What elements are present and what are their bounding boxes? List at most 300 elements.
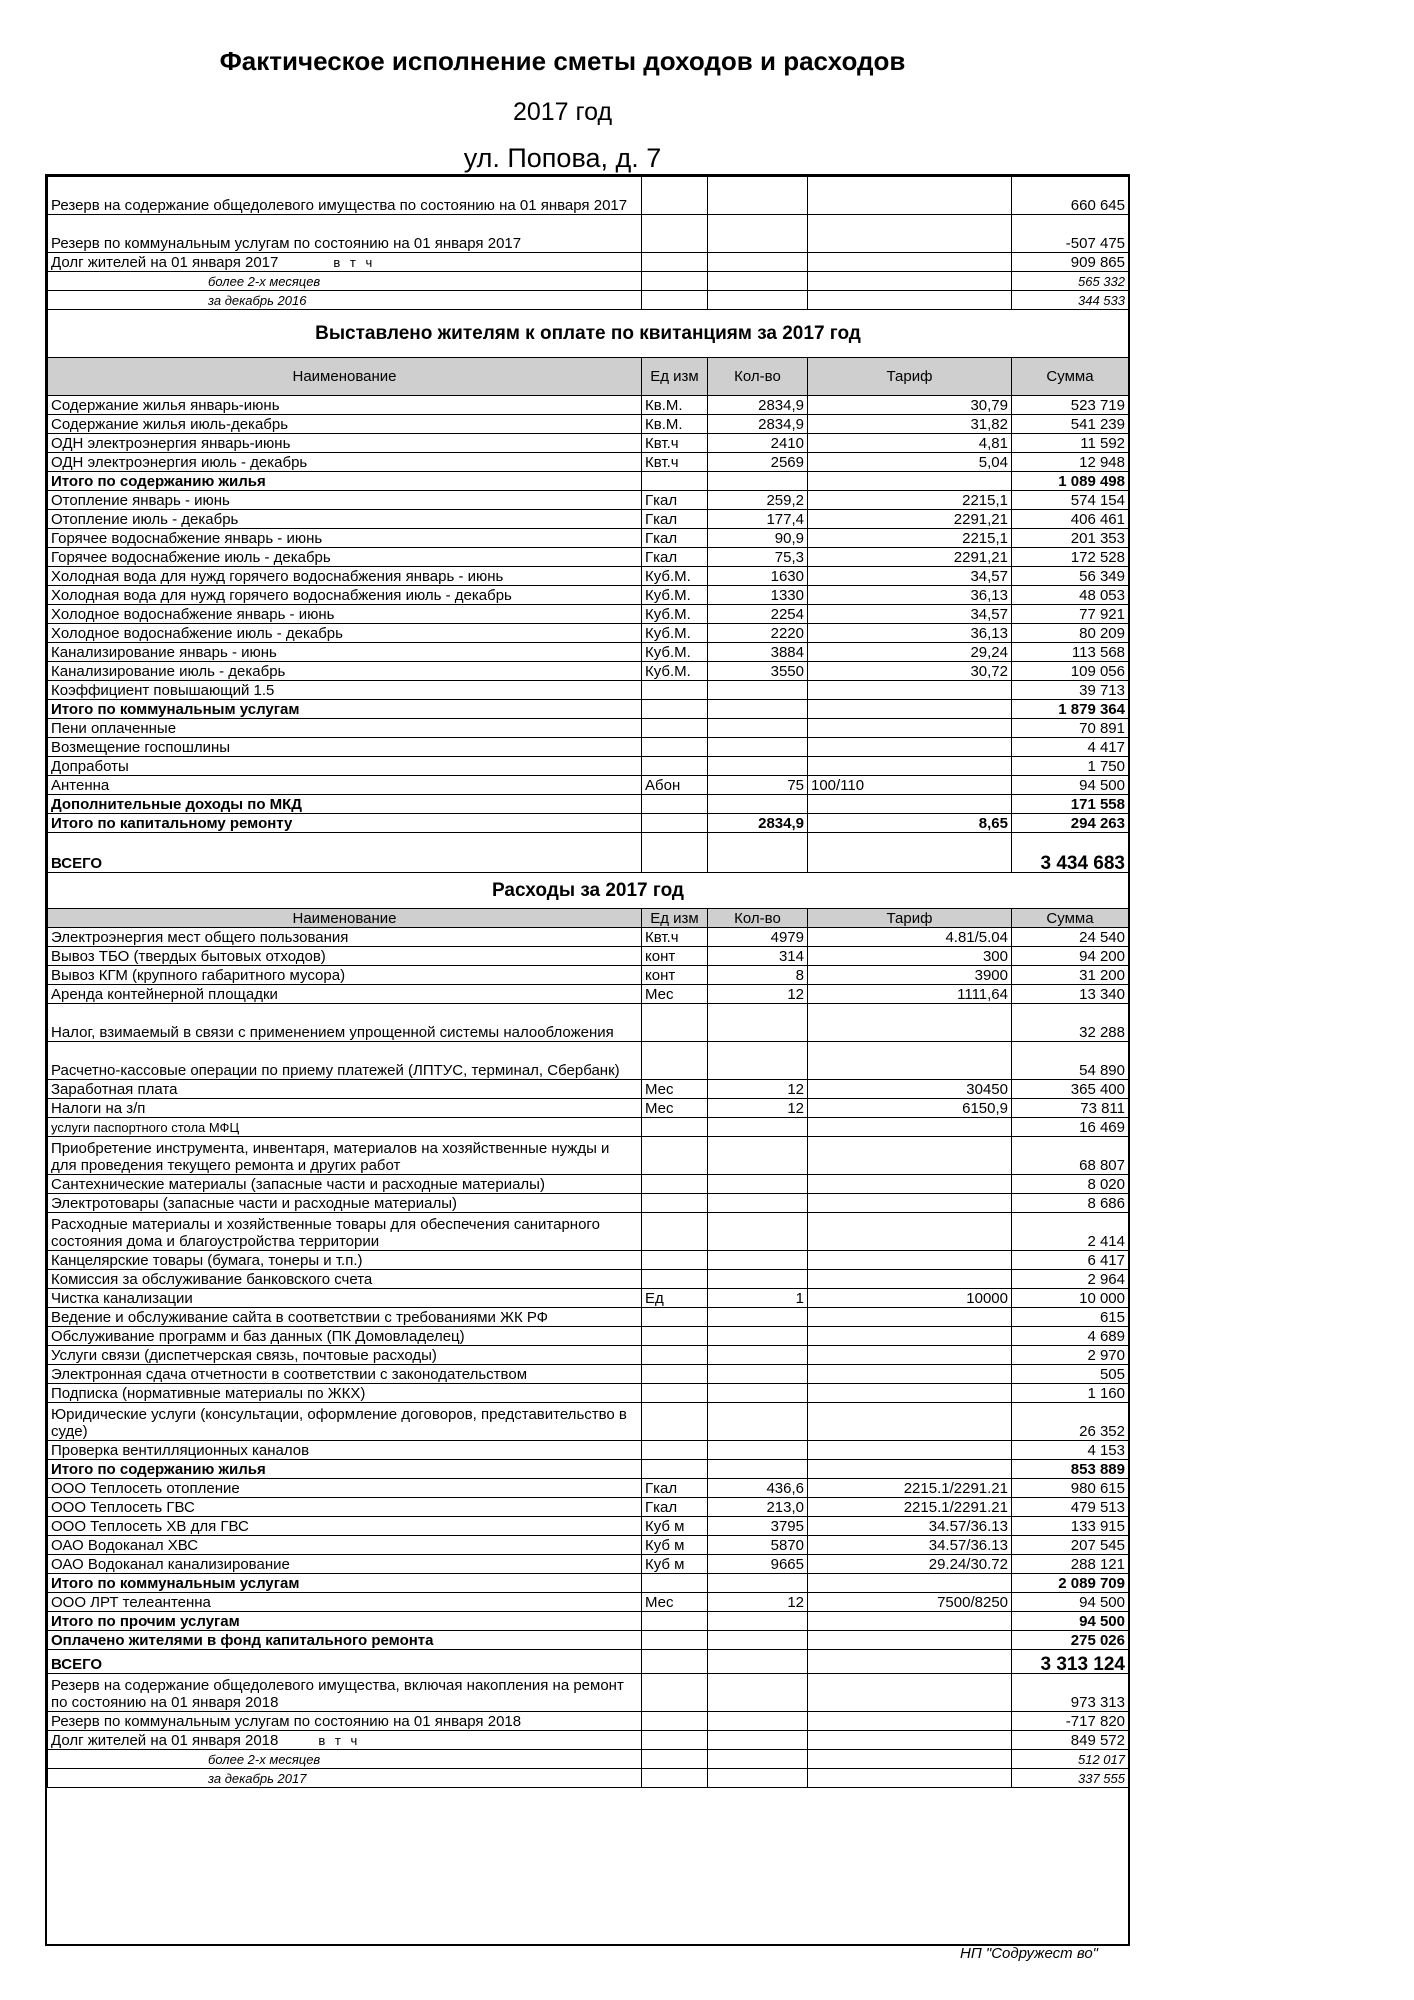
billed-row-name: Пени оплаченные — [48, 719, 642, 738]
expense-row-name: Подписка (нормативные материалы по ЖКХ) — [48, 1384, 642, 1403]
billed-row-qty: 2834,9 — [708, 814, 808, 833]
report-year: 2017 год — [512, 98, 613, 126]
billed-row-tariff — [808, 681, 1012, 700]
expense-row-tariff — [808, 1251, 1012, 1270]
billed-row-sum: 39 713 — [1012, 681, 1129, 700]
expense-row — [48, 985, 1129, 1004]
empty-cell — [642, 833, 708, 873]
expense-row-qty — [708, 1194, 808, 1213]
expense-row-tariff: 34.57/36.13 — [808, 1536, 1012, 1555]
billed-row-qty: 2254 — [708, 605, 808, 624]
expenses-total-sum: 3 313 124 — [1012, 1650, 1129, 1674]
opening-row — [48, 253, 1129, 272]
billed-row-qty — [708, 795, 808, 814]
billed-row-name: Канализирование июль - декабрь — [48, 662, 642, 681]
expense-row-sum: 24 540 — [1012, 928, 1129, 947]
expense-row-qty: 5870 — [708, 1536, 808, 1555]
expense-row-tariff — [808, 1175, 1012, 1194]
expense-row-name: Канцелярские товары (бумага, тонеры и т.п.) — [48, 1251, 642, 1270]
expense-row — [48, 1365, 1129, 1384]
expense-row-sum: 365 400 — [1012, 1080, 1129, 1099]
closing-row — [48, 1712, 1129, 1731]
empty-cell — [708, 253, 808, 272]
closing-sum: 849 572 — [1012, 1731, 1129, 1750]
billed-row-sum: 70 891 — [1012, 719, 1129, 738]
empty-cell — [808, 215, 1012, 253]
billed-row-unit: Куб.М. — [642, 662, 708, 681]
billed-row-sum: 1 879 364 — [1012, 700, 1129, 719]
expense-row-name: Вывоз ТБО (твердых бытовых отходов) — [48, 947, 642, 966]
billed-row — [48, 510, 1129, 529]
expense-row — [48, 1536, 1129, 1555]
empty-cell — [708, 1731, 808, 1750]
billed-row-qty: 1330 — [708, 586, 808, 605]
column-header-name: Наименование — [48, 358, 642, 396]
expense-row-qty — [708, 1118, 808, 1137]
expense-row-name: Электронная сдача отчетности в соответствии с законодательством — [48, 1365, 642, 1384]
opening-sum: 344 533 — [1012, 291, 1129, 310]
expense-row-tariff: 1111,64 — [808, 985, 1012, 1004]
billed-row-sum: 56 349 — [1012, 567, 1129, 586]
expense-row-qty: 3795 — [708, 1517, 808, 1536]
estimate-table — [47, 176, 1129, 1788]
opening-row — [48, 291, 1129, 310]
expense-row-sum: 133 915 — [1012, 1517, 1129, 1536]
empty-cell — [642, 1750, 708, 1769]
expenses-total-row — [48, 1650, 1129, 1674]
expense-row-tariff — [808, 1441, 1012, 1460]
expense-row — [48, 1327, 1129, 1346]
expense-row — [48, 928, 1129, 947]
column-header-unit: Ед изм — [642, 909, 708, 928]
opening-row — [48, 177, 1129, 215]
closing-sum: -717 820 — [1012, 1712, 1129, 1731]
billed-row-tariff: 34,57 — [808, 605, 1012, 624]
expense-row-name: Ведение и обслуживание сайта в соответствии с требованиями ЖК РФ — [48, 1308, 642, 1327]
expense-row-sum: 54 890 — [1012, 1042, 1129, 1080]
expense-row — [48, 1498, 1129, 1517]
billed-row-qty: 3550 — [708, 662, 808, 681]
billed-row-tariff: 100/110 — [808, 776, 1012, 795]
opening-note: в т ч — [333, 255, 376, 270]
billed-row — [48, 757, 1129, 776]
billed-total-label: ВСЕГО — [48, 833, 642, 873]
expense-row-unit — [642, 1612, 708, 1631]
empty-cell — [808, 1750, 1012, 1769]
expense-row-sum: 4 689 — [1012, 1327, 1129, 1346]
billed-row-sum: 94 500 — [1012, 776, 1129, 795]
billed-row-name: Холодная вода для нужд горячего водоснабжения январь - июнь — [48, 567, 642, 586]
billed-row-qty: 1630 — [708, 567, 808, 586]
expense-row-sum: 1 160 — [1012, 1384, 1129, 1403]
opening-sum: 565 332 — [1012, 272, 1129, 291]
billed-row-tariff: 2291,21 — [808, 548, 1012, 567]
billed-row-name: Возмещение госпошлины — [48, 738, 642, 757]
opening-label: Резерв на содержание общедолевого имущества по состоянию на 01 января 2017 — [48, 177, 642, 215]
billed-row-tariff: 2215,1 — [808, 491, 1012, 510]
billed-row-unit — [642, 814, 708, 833]
billed-row-name: ОДН электроэнергия январь-июнь — [48, 434, 642, 453]
billed-row-qty — [708, 738, 808, 757]
expense-row-qty — [708, 1004, 808, 1042]
expense-row-unit: Мес — [642, 1080, 708, 1099]
expense-row — [48, 1137, 1129, 1175]
expense-row-unit — [642, 1270, 708, 1289]
expense-row-name: Аренда контейнерной площадки — [48, 985, 642, 1004]
empty-cell — [708, 291, 808, 310]
report-address: ул. Попова, д. 7 — [463, 143, 662, 173]
billed-row-name: Канализирование январь - июнь — [48, 643, 642, 662]
expense-row-unit — [642, 1004, 708, 1042]
empty-cell — [808, 1731, 1012, 1750]
expense-row-tariff — [808, 1270, 1012, 1289]
expense-row-tariff: 10000 — [808, 1289, 1012, 1308]
expense-row-sum: 4 153 — [1012, 1441, 1129, 1460]
empty-cell — [708, 1674, 808, 1712]
billed-row-tariff: 4,81 — [808, 434, 1012, 453]
expense-row-name: Обслуживание программ и баз данных (ПК Домовладелец) — [48, 1327, 642, 1346]
billed-row-qty: 2834,9 — [708, 396, 808, 415]
expense-row-sum: 2 089 709 — [1012, 1574, 1129, 1593]
expense-row-qty — [708, 1042, 808, 1080]
expense-row-qty — [708, 1308, 808, 1327]
expense-row-tariff: 3900 — [808, 966, 1012, 985]
expense-row-unit: Ед — [642, 1289, 708, 1308]
billed-row-name: Дополнительные доходы по МКД — [48, 795, 642, 814]
expense-row-name: ООО Теплосеть ХВ для ГВС — [48, 1517, 642, 1536]
column-header-qty: Кол-во — [708, 358, 808, 396]
expense-row-sum: 94 200 — [1012, 947, 1129, 966]
expense-row-tariff: 4.81/5.04 — [808, 928, 1012, 947]
expense-row-unit — [642, 1460, 708, 1479]
billed-row-tariff — [808, 700, 1012, 719]
billed-row — [48, 396, 1129, 415]
empty-cell — [808, 1769, 1012, 1788]
expense-row — [48, 1080, 1129, 1099]
billed-row — [48, 415, 1129, 434]
expense-row-tariff — [808, 1213, 1012, 1251]
opening-sum: -507 475 — [1012, 215, 1129, 253]
billed-row — [48, 681, 1129, 700]
billed-row-tariff: 8,65 — [808, 814, 1012, 833]
billed-row-sum: 574 154 — [1012, 491, 1129, 510]
billed-row-qty — [708, 681, 808, 700]
empty-cell — [708, 833, 808, 873]
expense-row-tariff: 7500/8250 — [808, 1593, 1012, 1612]
empty-cell — [642, 291, 708, 310]
expense-row-unit — [642, 1213, 708, 1251]
expense-row-qty: 436,6 — [708, 1479, 808, 1498]
expense-row-tariff: 29.24/30.72 — [808, 1555, 1012, 1574]
organization-signature: НП "Содружест во" — [960, 1945, 1098, 1962]
closing-row — [48, 1769, 1129, 1788]
expense-row-tariff — [808, 1004, 1012, 1042]
empty-cell — [808, 833, 1012, 873]
billed-row — [48, 548, 1129, 567]
opening-label: Долг жителей на 01 января 2017 — [51, 254, 279, 271]
billed-row-name: Содержание жилья июль-декабрь — [48, 415, 642, 434]
expense-row — [48, 1099, 1129, 1118]
billed-row-tariff — [808, 795, 1012, 814]
expenses-section-row — [48, 873, 1129, 909]
expense-row-sum: 94 500 — [1012, 1593, 1129, 1612]
expense-row-sum: 6 417 — [1012, 1251, 1129, 1270]
billed-row-sum: 4 417 — [1012, 738, 1129, 757]
expense-row-name: Расчетно-кассовые операции по приему платежей (ЛПТУС, терминал, Сбербанк) — [48, 1042, 642, 1080]
expense-row — [48, 1004, 1129, 1042]
expense-row — [48, 1042, 1129, 1080]
expense-row-tariff — [808, 1308, 1012, 1327]
billed-row-sum: 406 461 — [1012, 510, 1129, 529]
expense-row-name: Электротовары (запасные части и расходные материалы) — [48, 1194, 642, 1213]
expense-row-qty — [708, 1175, 808, 1194]
empty-cell — [808, 1674, 1012, 1712]
expense-row — [48, 1555, 1129, 1574]
opening-label: Резерв по коммунальным услугам по состоянию на 01 января 2017 — [48, 215, 642, 253]
expense-row-qty: 314 — [708, 947, 808, 966]
closing-sub-label: более 2-х месяцев — [48, 1750, 642, 1769]
billed-row-sum: 113 568 — [1012, 643, 1129, 662]
expense-row-name: Итого по прочим услугам — [48, 1612, 642, 1631]
billed-row-unit — [642, 795, 708, 814]
billed-row-sum: 109 056 — [1012, 662, 1129, 681]
expense-row — [48, 1175, 1129, 1194]
expense-row-unit — [642, 1251, 708, 1270]
billed-row-tariff: 34,57 — [808, 567, 1012, 586]
expense-row — [48, 1574, 1129, 1593]
billed-row-sum: 172 528 — [1012, 548, 1129, 567]
expense-row-sum: 32 288 — [1012, 1004, 1129, 1042]
expense-row-name: Расходные материалы и хозяйственные товары для обеспечения санитарного состояния дома и благоустройства территории — [48, 1213, 642, 1251]
expense-row — [48, 1194, 1129, 1213]
expense-row-tariff — [808, 1365, 1012, 1384]
closing-row — [48, 1674, 1129, 1712]
billed-row-qty: 2569 — [708, 453, 808, 472]
expense-row-name: услуги паспортного стола МФЦ — [48, 1118, 642, 1137]
expense-row-name: Электроэнергия мест общего пользования — [48, 928, 642, 947]
billed-row-unit: Куб.М. — [642, 567, 708, 586]
billed-row-unit — [642, 681, 708, 700]
empty-cell — [708, 1750, 808, 1769]
billed-row — [48, 453, 1129, 472]
expense-row-tariff — [808, 1384, 1012, 1403]
expense-row-sum: 10 000 — [1012, 1289, 1129, 1308]
expense-row-qty — [708, 1631, 808, 1650]
expense-row-sum: 615 — [1012, 1308, 1129, 1327]
billed-row — [48, 605, 1129, 624]
expense-row-qty: 12 — [708, 1099, 808, 1118]
billed-row — [48, 700, 1129, 719]
expense-row-sum: 479 513 — [1012, 1498, 1129, 1517]
billed-header-row — [48, 358, 1129, 396]
opening-name — [48, 253, 642, 272]
expense-row-unit — [642, 1441, 708, 1460]
expense-row-name: ООО ЛРТ телеантенна — [48, 1593, 642, 1612]
empty-cell — [642, 1650, 708, 1674]
expense-row — [48, 1593, 1129, 1612]
opening-sum: 660 645 — [1012, 177, 1129, 215]
expense-row — [48, 1213, 1129, 1251]
billed-row-unit: Квт.ч — [642, 453, 708, 472]
expense-row-sum: 853 889 — [1012, 1460, 1129, 1479]
billed-row-tariff — [808, 472, 1012, 491]
billed-row-qty: 3884 — [708, 643, 808, 662]
closing-name — [48, 1731, 642, 1750]
billed-row-qty — [708, 719, 808, 738]
expense-row-qty: 8 — [708, 966, 808, 985]
billed-row-name: Содержание жилья январь-июнь — [48, 396, 642, 415]
expense-row-name: ООО Теплосеть отопление — [48, 1479, 642, 1498]
billed-row-name: Допработы — [48, 757, 642, 776]
billed-row-qty: 2834,9 — [708, 415, 808, 434]
expense-row-sum: 288 121 — [1012, 1555, 1129, 1574]
expense-row-unit: Куб м — [642, 1555, 708, 1574]
expense-row-tariff: 300 — [808, 947, 1012, 966]
billed-row-unit: Гкал — [642, 548, 708, 567]
expense-row-qty — [708, 1612, 808, 1631]
empty-cell — [642, 253, 708, 272]
billed-row-sum: 77 921 — [1012, 605, 1129, 624]
billed-row-tariff: 5,04 — [808, 453, 1012, 472]
billed-row-tariff: 30,79 — [808, 396, 1012, 415]
billed-row-name: Итого по коммунальным услугам — [48, 700, 642, 719]
billed-row-sum: 80 209 — [1012, 624, 1129, 643]
billed-row-name: Холодное водоснабжение январь - июнь — [48, 605, 642, 624]
expense-row-name: Юридические услуги (консультации, оформление договоров, представительство в суде) — [48, 1403, 642, 1441]
empty-cell — [708, 215, 808, 253]
billed-row-qty: 177,4 — [708, 510, 808, 529]
billed-row-sum: 48 053 — [1012, 586, 1129, 605]
expense-row-name: Услуги связи (диспетчерская связь, почтовые расходы) — [48, 1346, 642, 1365]
expense-row-sum: 2 414 — [1012, 1213, 1129, 1251]
expense-row-name: Заработная плата — [48, 1080, 642, 1099]
expense-row-unit — [642, 1175, 708, 1194]
expense-row-sum: 26 352 — [1012, 1403, 1129, 1441]
billed-total-row — [48, 833, 1129, 873]
opening-sub-label: за декабрь 2016 — [48, 291, 642, 310]
expense-row — [48, 1270, 1129, 1289]
billed-row-name: Отопление июль - декабрь — [48, 510, 642, 529]
empty-cell — [808, 1650, 1012, 1674]
billed-row — [48, 472, 1129, 491]
expense-row-unit — [642, 1346, 708, 1365]
expense-row-unit: конт — [642, 966, 708, 985]
empty-cell — [708, 177, 808, 215]
billed-row-tariff: 31,82 — [808, 415, 1012, 434]
billed-row-sum: 1 089 498 — [1012, 472, 1129, 491]
column-header-sum: Сумма — [1012, 909, 1129, 928]
billed-row-unit: Кв.М. — [642, 396, 708, 415]
billed-row-qty: 259,2 — [708, 491, 808, 510]
expense-row — [48, 947, 1129, 966]
expense-row-sum: 505 — [1012, 1365, 1129, 1384]
expense-row — [48, 966, 1129, 985]
expense-row-sum: 2 964 — [1012, 1270, 1129, 1289]
expense-row-name: Вывоз КГМ (крупного габаритного мусора) — [48, 966, 642, 985]
empty-cell — [642, 1769, 708, 1788]
expense-row — [48, 1403, 1129, 1441]
expense-row-tariff — [808, 1631, 1012, 1650]
expense-row-name: Итого по содержанию жилья — [48, 1460, 642, 1479]
expense-row — [48, 1308, 1129, 1327]
expense-row-unit — [642, 1137, 708, 1175]
expense-row-unit: Мес — [642, 1593, 708, 1612]
billed-row-sum: 1 750 — [1012, 757, 1129, 776]
billed-row-unit: Кв.М. — [642, 415, 708, 434]
expense-row-unit — [642, 1384, 708, 1403]
empty-cell — [708, 1650, 808, 1674]
expense-row-unit — [642, 1631, 708, 1650]
expense-row-qty: 9665 — [708, 1555, 808, 1574]
empty-cell — [642, 1731, 708, 1750]
expense-row-qty — [708, 1213, 808, 1251]
expense-row-tariff — [808, 1042, 1012, 1080]
expense-row-qty — [708, 1460, 808, 1479]
billed-row-qty — [708, 700, 808, 719]
closing-sum: 973 313 — [1012, 1674, 1129, 1712]
column-header-unit: Ед изм — [642, 358, 708, 396]
billed-row-unit — [642, 472, 708, 491]
closing-note: в т ч — [318, 1733, 361, 1748]
expense-row-unit — [642, 1118, 708, 1137]
expense-row-unit: конт — [642, 947, 708, 966]
expense-row-unit: Куб м — [642, 1536, 708, 1555]
closing-label: Долг жителей на 01 января 2018 — [51, 1732, 279, 1749]
expense-row-unit — [642, 1365, 708, 1384]
billed-row-qty: 90,9 — [708, 529, 808, 548]
billed-row-unit: Гкал — [642, 529, 708, 548]
billed-row-unit: Гкал — [642, 510, 708, 529]
billed-row-tariff: 36,13 — [808, 624, 1012, 643]
expense-row-name: ООО Теплосеть ГВС — [48, 1498, 642, 1517]
empty-cell — [708, 272, 808, 291]
billed-row — [48, 814, 1129, 833]
expense-row-tariff: 2215.1/2291.21 — [808, 1498, 1012, 1517]
expense-row-name: Итого по коммунальным услугам — [48, 1574, 642, 1593]
billed-row-tariff: 36,13 — [808, 586, 1012, 605]
expense-row-unit — [642, 1042, 708, 1080]
billed-row-unit — [642, 757, 708, 776]
expenses-total-label: ВСЕГО — [48, 1650, 642, 1674]
empty-cell — [642, 177, 708, 215]
expense-row — [48, 1631, 1129, 1650]
expense-row-name: Чистка канализации — [48, 1289, 642, 1308]
expense-row — [48, 1460, 1129, 1479]
billed-row-name: Антенна — [48, 776, 642, 795]
empty-cell — [642, 215, 708, 253]
opening-sub-label: более 2-х месяцев — [48, 272, 642, 291]
empty-cell — [708, 1712, 808, 1731]
billed-row-unit: Куб.М. — [642, 624, 708, 643]
billed-row-unit: Куб.М. — [642, 643, 708, 662]
expense-row-name: Проверка вентилляционных каналов — [48, 1441, 642, 1460]
billed-row-sum: 201 353 — [1012, 529, 1129, 548]
empty-cell — [808, 253, 1012, 272]
billed-row-tariff: 29,24 — [808, 643, 1012, 662]
expense-row-tariff: 34.57/36.13 — [808, 1517, 1012, 1536]
billed-row-unit: Гкал — [642, 491, 708, 510]
empty-cell — [642, 272, 708, 291]
billed-row-tariff: 30,72 — [808, 662, 1012, 681]
expense-row-unit — [642, 1403, 708, 1441]
expense-row-sum: 13 340 — [1012, 985, 1129, 1004]
billed-row-name: Итого по содержанию жилья — [48, 472, 642, 491]
expense-row — [48, 1612, 1129, 1631]
closing-sum: 337 555 — [1012, 1769, 1129, 1788]
column-header-tariff: Тариф — [808, 909, 1012, 928]
expense-row-tariff — [808, 1612, 1012, 1631]
expense-row-tariff — [808, 1327, 1012, 1346]
